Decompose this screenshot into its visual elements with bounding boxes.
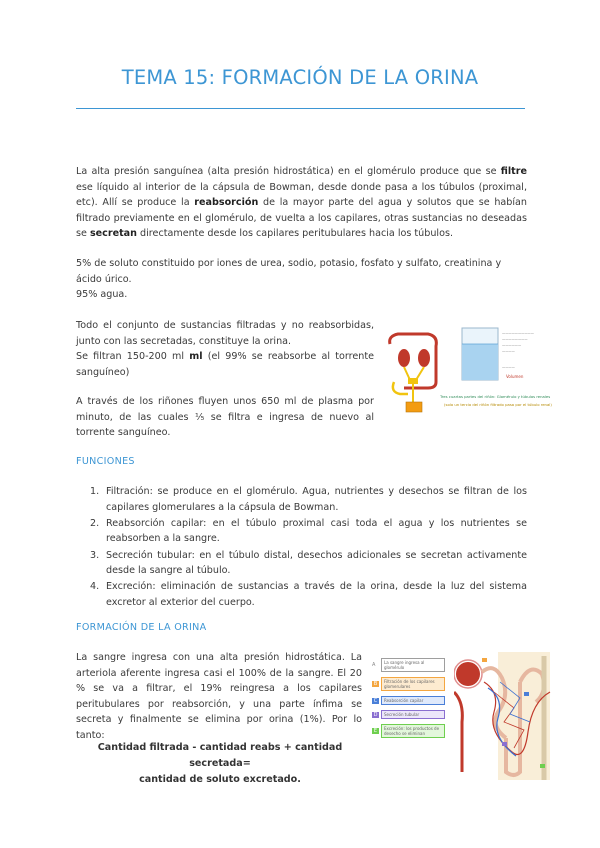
- page-title: TEMA 15: FORMACIÓN DE LA ORINA: [121, 66, 479, 89]
- function-text: Filtración: se produce en el glomérulo. Agua, nutrientes y desechos se filtran de los capilares glomerulares a la cápsula de Bowman.: [106, 486, 527, 513]
- intro-text-3: de la mayor parte del agua y solutos que se habían filtrado previamente en el glomérulo, de vuelta a los capilares, otras sustancias no deseadas se: [76, 197, 527, 240]
- function-item: [76, 579, 527, 610]
- function-text: Excreción: eliminación de sustancias a través de la orina, desde la luz del sistema excretor al exterior del cuerpo.: [106, 581, 527, 608]
- figure1-caption-1: Tres cuartas partes del riñón: Glomérulo y túbulos renales: [440, 394, 551, 399]
- svg-text:——————————: ——————————: [502, 331, 534, 335]
- nephron-legend: [372, 658, 448, 738]
- legend-row: [372, 677, 448, 691]
- svg-text:——————: ——————: [502, 343, 522, 347]
- filtered-block: [76, 318, 374, 380]
- function-number: 2.: [90, 517, 100, 529]
- functions-list: [76, 484, 527, 611]
- legend-text: La sangre ingresa al glomérulo: [381, 658, 445, 672]
- legend-letter: B: [373, 681, 378, 687]
- legend-letter: E: [373, 728, 378, 734]
- intro-bold-reabsorcion: reabsorción: [194, 197, 259, 209]
- title-underline: [76, 108, 525, 109]
- filtered-line2a: Se filtran 150-200 ml: [76, 351, 190, 363]
- legend-text: Excreción: los productos de desecho se eliminan: [381, 724, 445, 738]
- filtered-line2b: ml: [189, 351, 203, 363]
- function-item: [76, 516, 527, 547]
- formula-line-2: cantidad de soluto excretado.: [139, 774, 301, 785]
- filtered-line2: [76, 349, 374, 380]
- legend-letter: D: [373, 711, 378, 718]
- svg-text:————————: ————————: [502, 337, 528, 341]
- formula-line-1: Cantidad filtrada - cantidad reabs + cantidad secretada=: [97, 742, 343, 769]
- legend-row: [372, 724, 448, 738]
- legend-letter: C: [373, 697, 378, 704]
- intro-text-2: ese líquido al interior de la cápsula de Bowman, desde donde pasa a los túbulos (proximal, etc). Allí se produce la: [76, 181, 527, 209]
- solutes-text: 5% de soluto constituido por iones de urea, sodio, potasio, fosfato y sulfato, creatinina y ácido úrico.: [76, 258, 502, 285]
- intro-text-1: La alta presión sanguínea (alta presión hidrostática) en el glomérulo produce que se: [76, 166, 501, 177]
- intro-bold-filtre: filtre: [500, 166, 527, 177]
- formation-heading: FORMACIÓN DE LA ORINA: [76, 622, 207, 633]
- formation-paragraph: La sangre ingresa con una alta presión hidrostática. La arteriola aferente ingresa casi el 100% de la sangre. El 20 % se va a filtrar, el 19% reingresa a los capilares peritubulares por reabsorción, y una parte ínfima se secreta y finalmente se elimina por orina (1%). Por lo tanto:: [76, 652, 362, 741]
- kidney-filtration-figure: [382, 322, 552, 418]
- intro-paragraph: [76, 164, 527, 242]
- function-item: [76, 548, 527, 579]
- function-text: Secreción tubular: en el túbulo distal, desechos adicionales se secretan activamente desde la sangre al túbulo.: [106, 549, 527, 577]
- function-number: 3.: [90, 549, 100, 561]
- excretion-formula: [70, 740, 370, 788]
- legend-text: Reabsorción capilar: [381, 696, 445, 705]
- function-number: 1.: [90, 486, 100, 497]
- beaker-illustration: [462, 328, 535, 380]
- intro-text-4: directamente desde los capilares peritubulares hacia los túbulos.: [137, 228, 453, 240]
- vessel-volume-label: Volumen: [506, 374, 524, 379]
- figure1-caption-2: (solo un tercio del riñón filtrado pasa por el túbulo renal): [444, 402, 552, 407]
- filtered-line1: Todo el conjunto de sustancias filtradas y no reabsorbidas, junto con las secretadas, constituye la orina.: [76, 320, 374, 347]
- functions-heading: FUNCIONES: [76, 456, 135, 467]
- legend-row: [372, 658, 448, 672]
- legend-row: [372, 710, 448, 719]
- legend-row: [372, 696, 448, 705]
- nephron-figure: [372, 652, 558, 780]
- legend-text: Filtración de los capilares glomerulares: [381, 677, 445, 691]
- filtered-line2c: (el 99% se reabsorbe al torrente sanguíneo): [76, 351, 374, 378]
- svg-text:————: ————: [502, 349, 515, 353]
- legend-letter: A: [372, 662, 376, 668]
- svg-text:————: ————: [502, 365, 515, 369]
- flow-paragraph: A través de los riñones fluyen unos 650 ml de plasma por minuto, de las cuales ⅕ se filtra e ingresa de nuevo al torrente sanguíneo.: [76, 396, 374, 439]
- composition-block: [76, 256, 527, 303]
- function-text: Reabsorción capilar: en el túbulo proximal casi toda el agua y los nutrientes se reabsorben a la sangre.: [106, 517, 527, 545]
- water-text: 95% agua.: [76, 289, 128, 301]
- legend-text: Secreción tubular: [381, 710, 445, 719]
- kidney-system-illustration: [390, 334, 437, 412]
- function-item: [76, 484, 527, 515]
- nephron-illustration: [454, 652, 558, 780]
- function-number: 4.: [90, 581, 100, 593]
- intro-bold-secretan: secretan: [89, 228, 137, 240]
